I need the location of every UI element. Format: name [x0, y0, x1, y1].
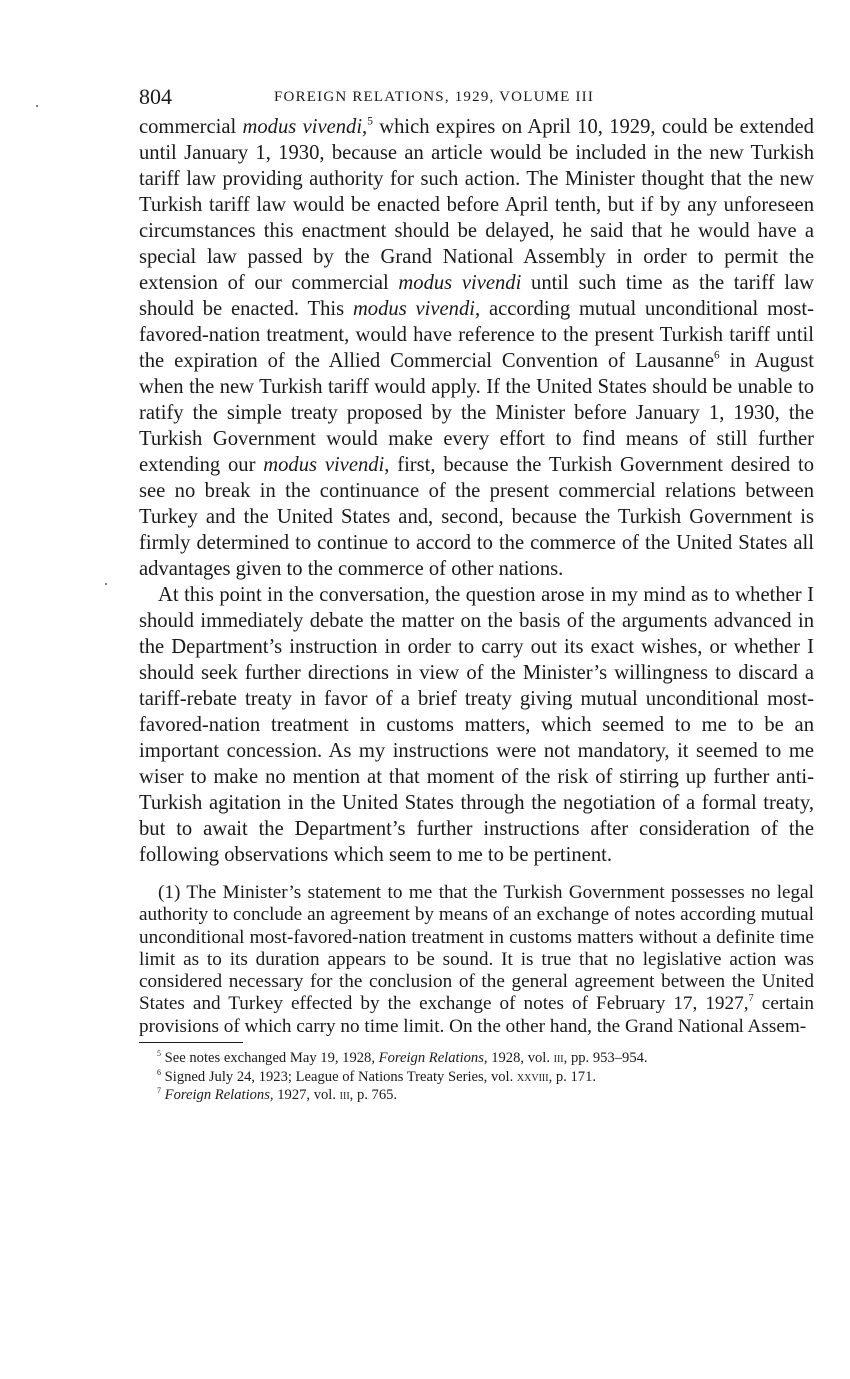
body-text	[139, 114, 814, 868]
running-head: FOREIGN RELATIONS, 1929, VOLUME III	[274, 89, 595, 105]
paragraph-continuation: commercial modus vivendi,$^5$ which expires on April 10, 1929, could be extended until January 1, 1930, because an article would be included in the new Turkish tariff law providing authority for such action. The Minister thought that the new Turkish tariff law would be enacted before April tenth, but if by any unforeseen circumstances this enactment should be delayed, he said that he would have a special law passed by the Grand National Assembly in order to permit the extension of our commercial modus vivendi until such time as the tariff law should be enacted. This modus vivendi, according mutual unconditional most-favored-nation treatment, would have reference to the present Turkish tariff until the expiration of the Allied Commercial Convention of Lausanne$^6$ in August when the new Turkish tariff would apply. If the United States should be unable to ratify the simple treaty proposed by the Minister before January 1, 1930, the Turkish Government would make every effort to find means of still further extending our modus vivendi, first, because the Turkish Government desired to see no break in the continuance of the present commercial relations between Turkey and the United States and, second, because the Turkish Government is firmly determined to continue to accord to the commerce of the United States all advantages given to the commerce of other nations.	[139, 115, 814, 580]
footnote-divider	[139, 1042, 243, 1043]
paragraph-conversation: At this point in the conversation, the question arose in my mind as to whether I should immediately debate the matter on the basis of the arguments advanced in the Department’s instruction in order to carry out its exact wishes, or whether I should seek further directions in view of the Minister’s willingness to discard a tariff-rebate treaty in favor of a brief treaty giving mutual unconditional most-favored-nation treatment in customs matters, which seemed to me to be an important concession. As my instructions were not mandatory, it seemed to me wiser to make no mention at that moment of the risk of stirring up further anti-Turkish agitation in the United States through the negotiation of a formal treaty, but to await the Department’s further instructions after consideration of the following observations which seem to me to be pertinent.	[139, 584, 814, 866]
footnote-ref-6: 6	[714, 349, 720, 362]
footnote-5: $^5$ See notes exchanged May 19, 1928, Foreign Relations, 1928, vol. iii, pp. 953–954.	[157, 1049, 648, 1067]
footnotes	[139, 1049, 814, 1105]
page-header	[139, 84, 814, 110]
scan-speck	[36, 105, 38, 107]
scan-speck	[105, 583, 107, 585]
document-page	[139, 84, 814, 1105]
numbered-observation-1: (1) The Minister’s statement to me that the Turkish Government possesses no legal authority to conclude an agreement by means of an exchange of notes according mutual unconditional most-favored-nation treatment in customs matters without a definite time limit as to its duration appears to be sound. It is true that no legislative action was considered necessary for the conclusion of the general agreement between the United States and Turkey effected by the exchange of notes of February 17, 1927,$^7$ certain provisions of which carry no time limit. On the other hand, the Grand National Assem-	[139, 882, 814, 1037]
footnote-ref-5: 5	[367, 115, 373, 128]
footnote-ref-7: 7	[748, 993, 754, 1005]
page-number: 804	[139, 84, 172, 109]
footnote-6: $^6$ Signed July 24, 1923; League of Nations Treaty Series, vol. xxviii, p. 171.	[157, 1067, 597, 1085]
footnote-7: $^7$ Foreign Relations, 1927, vol. iii, p. 765.	[157, 1086, 398, 1104]
